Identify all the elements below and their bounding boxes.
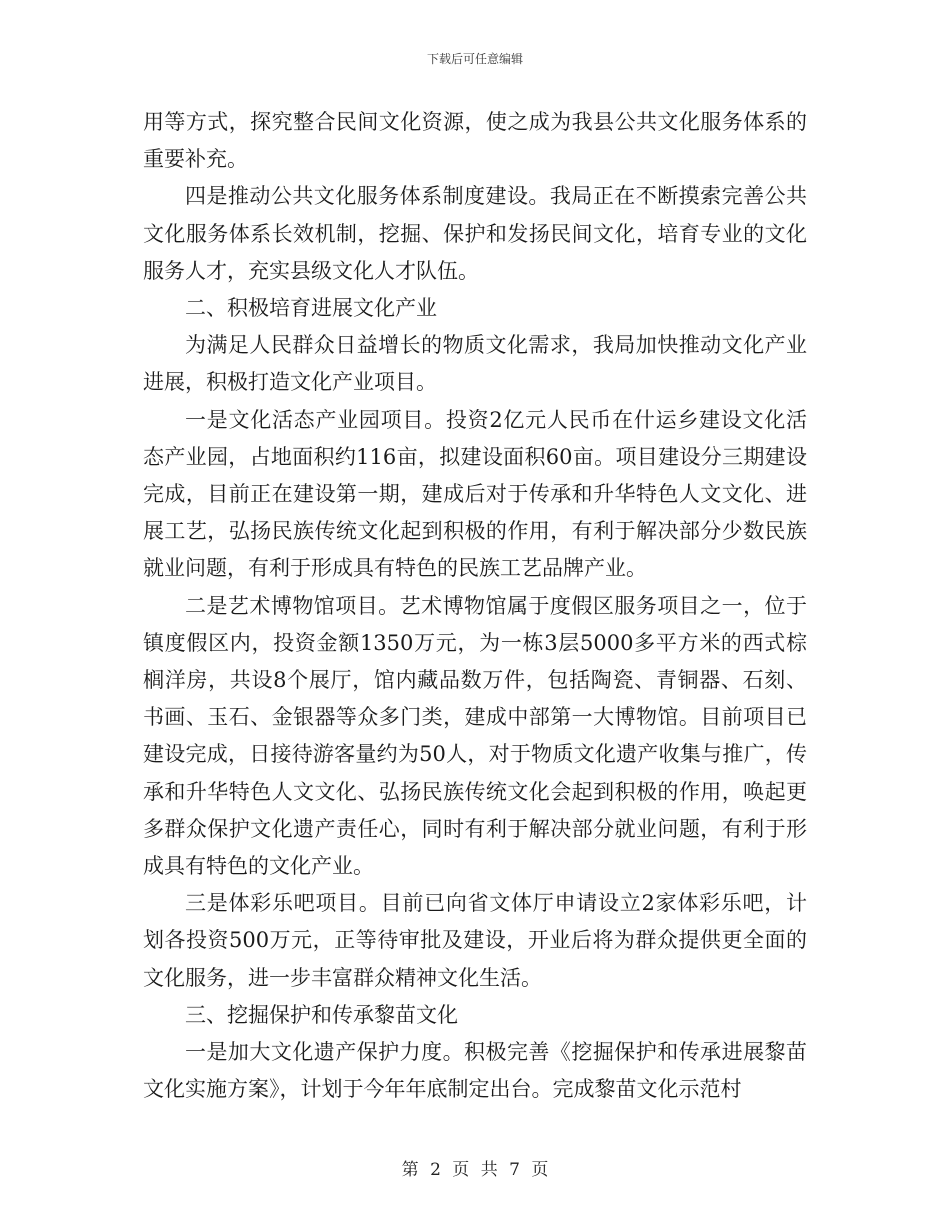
paragraph: 用等方式，探究整合民间文化资源，使之成为我县公共文化服务体系的重要补充。	[143, 110, 807, 172]
document-body	[143, 104, 807, 1108]
section-heading: 三、挖掘保护和传承黎苗文化	[185, 1002, 458, 1027]
page-header: 下载后可任意编辑	[426, 52, 523, 66]
paragraph: 为满足人民群众日益增长的物质文化需求，我局加快推动文化产业进展，积极打造文化产业项目。	[143, 333, 807, 395]
page-footer: 第 2 页 共 7 页	[401, 1160, 549, 1180]
section-heading: 二、积极培育进展文化产业	[185, 296, 437, 321]
paragraph: 三是体彩乐吧项目。目前已向省文体厅申请设立2家体彩乐吧，计划各投资500万元，正等待审批及建设，开业后将为群众提供更全面的文化服务，进一步丰富群众精神文化生活。	[143, 891, 807, 990]
paragraph: 一是加大文化遗产保护力度。积极完善《挖掘保护和传承进展黎苗文化实施方案》，计划于今年年底制定出台。完成黎苗文化示范村	[143, 1040, 807, 1102]
paragraph: 四是推动公共文化服务体系制度建设。我局正在不断摸索完善公共文化服务体系长效机制，挖掘、保护和发扬民间文化，培育专业的文化服务人才，充实县级文化人才队伍。	[143, 184, 807, 283]
paragraph: 一是文化活态产业园项目。投资2亿元人民币在什运乡建设文化活态产业园，占地面积约116亩，拟建设面积60亩。项目建设分三期建设完成，目前正在建设第一期，建成后对于传承和升华特色人文文化、进展工艺，弘扬民族传统文化起到积极的作用，有利于解决部分少数民族就业问题，有利于形成具有特色的民族工艺品牌产业。	[143, 407, 807, 581]
paragraph: 二是艺术博物馆项目。艺术博物馆属于度假区服务项目之一，位于镇度假区内，投资金额1350万元，为一栋3层5000多平方米的西式棕榈洋房，共设8个展厅，馆内藏品数万件，包括陶瓷、青铜器、石刻、书画、玉石、金银器等众多门类，建成中部第一大博物馆。目前项目已建设完成，日接待游客量约为50人，对于物质文化遗产收集与推广，传承和升华特色人文文化、弘扬民族传统文化会起到积极的作用，唤起更多群众保护文化遗产责任心，同时有利于解决部分就业问题，有利于形成具有特色的文化产业。	[143, 593, 807, 879]
